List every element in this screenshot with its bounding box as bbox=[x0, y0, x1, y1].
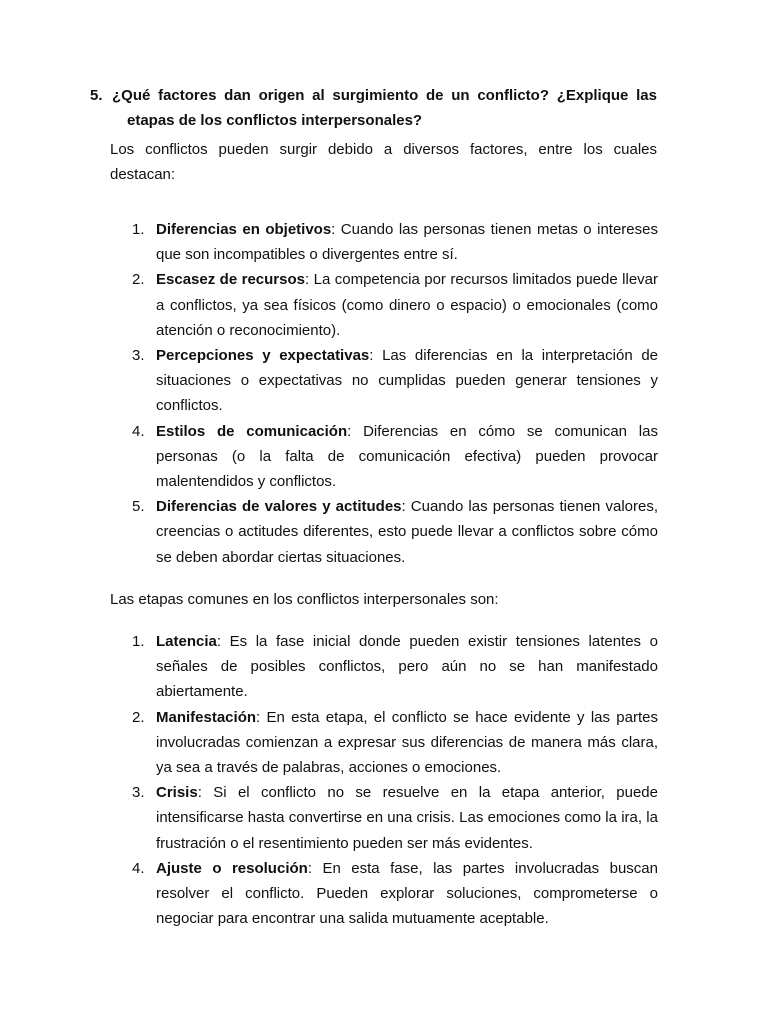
list-item-number: 4. bbox=[132, 859, 145, 877]
list-item-description: : Cuando las personas tienen metas o intereses que son incompatibles o divergentes entre sí. bbox=[156, 221, 658, 264]
stages-list bbox=[110, 629, 658, 931]
list-item-term: Percepciones y expectativas bbox=[156, 347, 370, 365]
list-item-term: Diferencias de valores y actitudes bbox=[156, 498, 402, 516]
list-item-term: Manifestación bbox=[156, 708, 257, 726]
list-item bbox=[110, 343, 658, 419]
list-item bbox=[110, 419, 658, 495]
list-item bbox=[110, 267, 658, 343]
list-item-number: 4. bbox=[132, 422, 145, 440]
list-item-number: 5. bbox=[132, 498, 145, 516]
question-text: ¿Qué factores dan origen al surgimiento de un conflicto? ¿Explique las etapas de los conflictos interpersonales? bbox=[112, 87, 657, 129]
list-item-number: 1. bbox=[132, 633, 145, 650]
list-item bbox=[110, 494, 658, 570]
list-item-description: : En esta etapa, el conflicto se hace evidente y las partes involucradas comienzan a expresar sus diferencias de manera más clara, ya sea a través de palabras, acciones o emociones. bbox=[156, 708, 658, 777]
list-item-description: : En esta fase, las partes involucradas buscan resolver el conflicto. Pueden explorar soluciones, comprometerse o negociar para encontrar una salida mutuamente aceptable. bbox=[156, 859, 658, 928]
list-item-number: 2. bbox=[132, 271, 145, 289]
list-item-number: 1. bbox=[132, 221, 145, 238]
factors-intro-paragraph: Los conflictos pueden surgir debido a diversos factores, entre los cuales destacan: bbox=[110, 141, 657, 183]
list-item bbox=[110, 629, 658, 705]
list-item-description: : Cuando las personas tienen valores, creencias o actitudes diferentes, esto puede llevar a conflictos sobre cómo se deben abordar ciertas situaciones. bbox=[156, 498, 658, 566]
list-item-term: Diferencias en objetivos bbox=[156, 221, 332, 238]
list-item-term: Latencia bbox=[156, 633, 217, 650]
list-item-term: Crisis bbox=[156, 784, 198, 802]
list-item-term: Ajuste o resolución bbox=[156, 859, 308, 877]
list-item bbox=[110, 856, 658, 932]
list-item-number: 2. bbox=[132, 708, 145, 726]
list-item-description: : Es la fase inicial donde pueden existir tensiones latentes o señales de posibles conflictos, pero aún no se han manifestado abiertamente. bbox=[156, 633, 658, 701]
list-item bbox=[110, 780, 658, 856]
stages-intro-paragraph: Las etapas comunes en los conflictos interpersonales son: bbox=[110, 591, 499, 608]
list-item-description: : Las diferencias en la interpretación de situaciones o expectativas no cumplidas pueden generar tensiones y conflictos. bbox=[156, 347, 658, 415]
factors-list bbox=[110, 217, 658, 570]
list-item-number: 3. bbox=[132, 347, 145, 365]
list-item bbox=[110, 217, 658, 267]
list-item-term: Escasez de recursos bbox=[156, 271, 305, 289]
list-item-description: : Si el conflicto no se resuelve en la etapa anterior, puede intensificarse hasta convertirse en una crisis. Las emociones como la ira, la frustración o el resentimiento pueden ser más evidentes. bbox=[156, 784, 658, 852]
list-item-term: Estilos de comunicación bbox=[156, 422, 348, 440]
list-item-number: 3. bbox=[132, 784, 145, 802]
question-heading bbox=[90, 83, 657, 133]
list-item-description: : La competencia por recursos limitados puede llevar a conflictos, ya sea físicos (como dinero o espacio) o emocionales (como atención o reconocimiento). bbox=[156, 271, 658, 339]
question-number: 5. bbox=[90, 87, 103, 104]
list-item bbox=[110, 705, 658, 781]
list-item-description: : Diferencias en cómo se comunican las personas (o la falta de comunicación efectiva) pueden provocar malentendidos y conflictos. bbox=[156, 422, 658, 491]
